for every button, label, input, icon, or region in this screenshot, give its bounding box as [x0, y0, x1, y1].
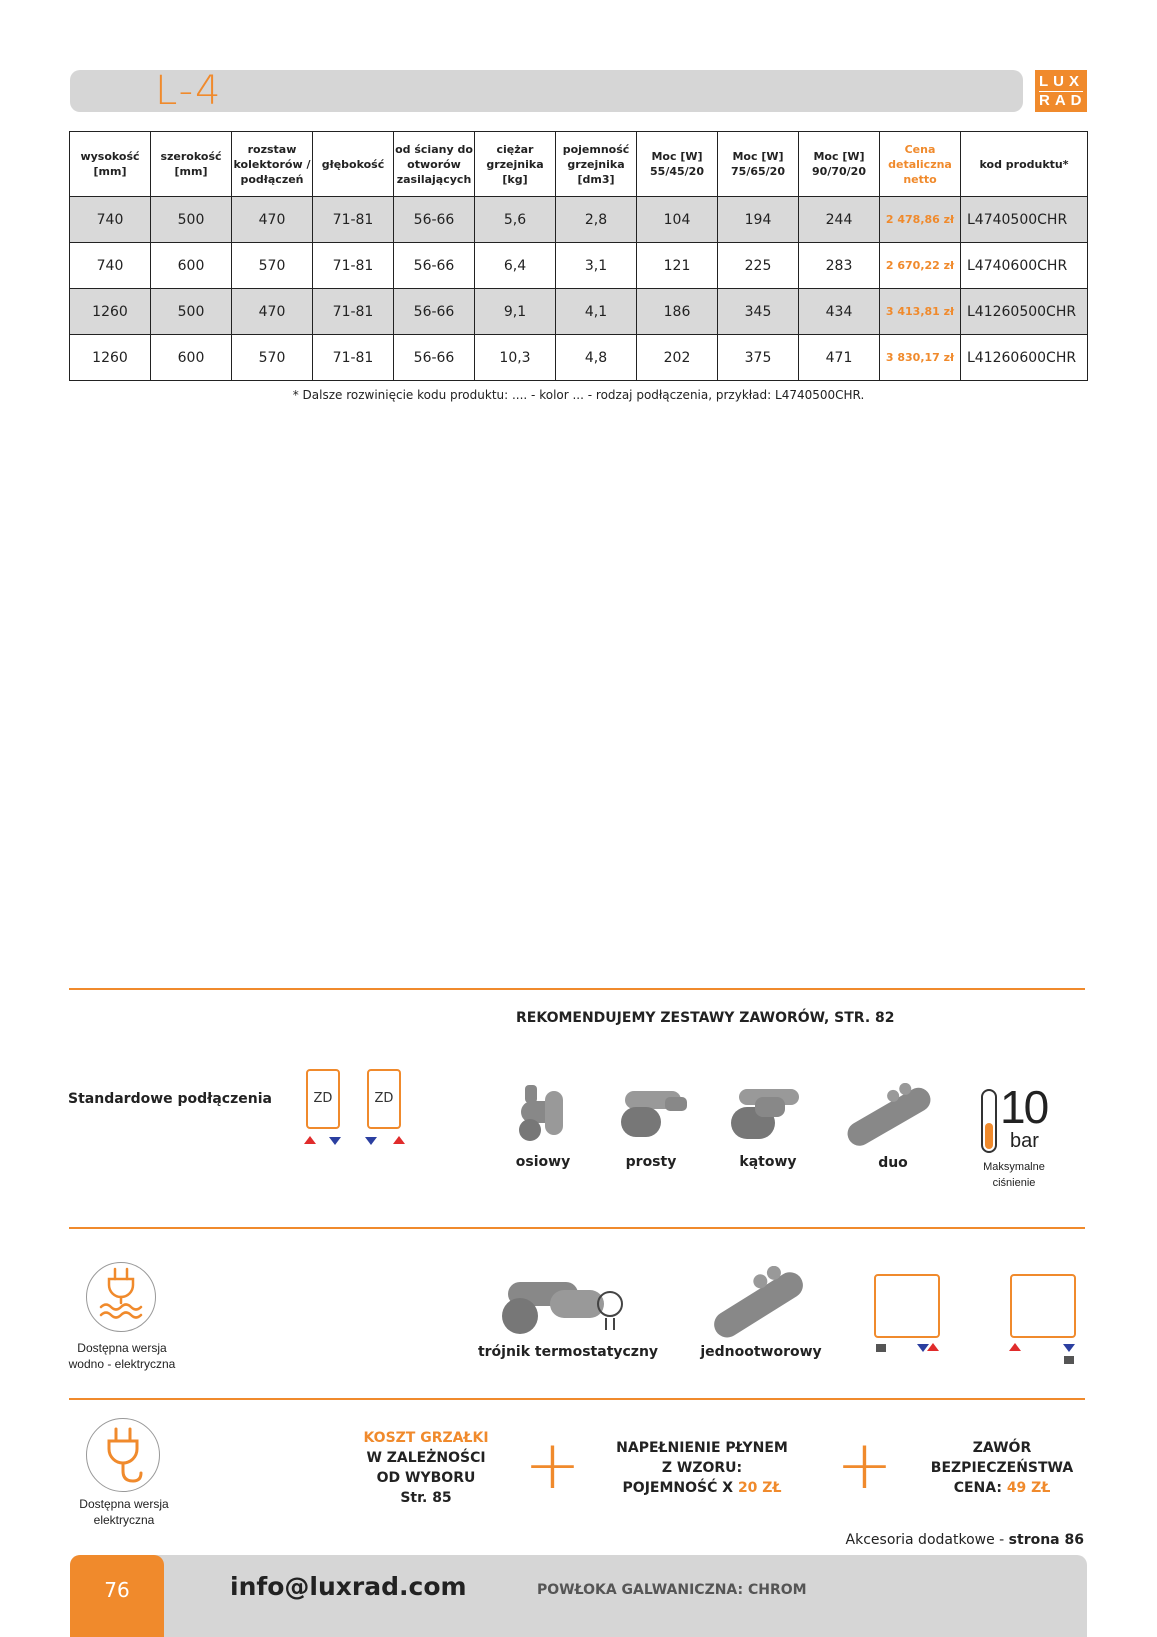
product-code-cell: L4740500CHR [961, 197, 1088, 243]
spec-table [69, 131, 1088, 381]
divider [69, 1398, 1085, 1400]
col-header: Moc [W] 55/45/20 [637, 132, 718, 197]
safety-valve-text: ZAWÓR BEZPIECZEŃSTWA CENA: 49 ZŁ [930, 1440, 1074, 1496]
page-title: L-4 [155, 68, 223, 114]
contact-email[interactable]: info@luxrad.com [230, 1572, 467, 1601]
fluid-fill-text: NAPEŁNIENIE PŁYNEM Z WZORU: POJEMNOŚĆ X 20 ZŁ [616, 1440, 788, 1496]
divider [69, 1227, 1085, 1229]
table-cell: 71-81 [313, 197, 394, 243]
table-cell: 471 [799, 335, 880, 381]
table-cell: 1260 [70, 289, 151, 335]
plug-icon [87, 1419, 161, 1493]
electric-caption: Dostępna wersja elektryczna [79, 1497, 169, 1527]
table-header-row [70, 132, 1088, 197]
table-cell: 600 [151, 335, 232, 381]
price-cell: 2 478,86 zł [880, 197, 961, 243]
table-cell: 5,6 [475, 197, 556, 243]
col-header-price: Cena detaliczna netto [880, 132, 961, 197]
electric-badge [86, 1418, 160, 1492]
standard-connections-label: Standardowe podłączenia [68, 1091, 272, 1107]
table-cell: 740 [70, 243, 151, 289]
table-cell: 375 [718, 335, 799, 381]
col-header: głębokość [313, 132, 394, 197]
price-cell: 3 830,17 zł [880, 335, 961, 381]
table-cell: 1260 [70, 335, 151, 381]
table-cell: 225 [718, 243, 799, 289]
product-code-cell: L41260600CHR [961, 335, 1088, 381]
table-cell: 2,8 [556, 197, 637, 243]
table-cell: 3,1 [556, 243, 637, 289]
connection-diagram-2: ZD [367, 1069, 401, 1129]
recommend-heading: REKOMENDUJEMY ZESTAWY ZAWORÓW, STR. 82 [516, 1010, 895, 1026]
product-code-cell: L41260500CHR [961, 289, 1088, 335]
table-cell: 202 [637, 335, 718, 381]
table-cell: 56-66 [394, 243, 475, 289]
thermostatic-tee-icon [500, 1268, 630, 1340]
col-header: Moc [W] 75/65/20 [718, 132, 799, 197]
return-blue-marker [365, 1137, 377, 1145]
table-cell: 600 [151, 243, 232, 289]
product-code-cell: L4740600CHR [961, 243, 1088, 289]
col-header: rozstaw kolektorów / podłączeń [232, 132, 313, 197]
supply-red-marker [1009, 1343, 1021, 1351]
table-cell: 4,8 [556, 335, 637, 381]
pressure-gauge-fill [985, 1123, 993, 1149]
return-blue-marker [1063, 1344, 1075, 1352]
heater-element-icon [1064, 1356, 1074, 1364]
table-cell: 6,4 [475, 243, 556, 289]
heater-element-icon [876, 1344, 886, 1352]
table-cell: 4,1 [556, 289, 637, 335]
heater-cost-text: KOSZT GRZAŁKI W ZALEŻNOŚCI OD WYBORU Str. 85 [363, 1430, 489, 1506]
col-header: kod produktu* [961, 132, 1088, 197]
table-cell: 71-81 [313, 289, 394, 335]
valve-label-straight: prosty [625, 1154, 677, 1170]
table-cell: 500 [151, 197, 232, 243]
table-row [70, 243, 1088, 289]
return-blue-marker [329, 1137, 341, 1145]
pressure-gauge-icon [981, 1089, 997, 1153]
col-header: Moc [W] 90/70/20 [799, 132, 880, 197]
table-cell: 244 [799, 197, 880, 243]
pressure-caption: Maksymalne ciśnienie [983, 1161, 1045, 1189]
supply-red-marker [393, 1136, 405, 1144]
thermostatic-tee-label: trójnik termostatyczny [477, 1344, 659, 1360]
table-cell: 186 [637, 289, 718, 335]
col-header: szerokość [mm] [151, 132, 232, 197]
connection-diagram-1: ZD [306, 1069, 340, 1129]
luxrad-logo: LUX RAD [1035, 70, 1087, 112]
table-row [70, 335, 1088, 381]
table-footnote: * Dalsze rozwinięcie kodu produktu: .... - kolor ... - rodzaj podłączenia, przykład: L4740500CHR. [292, 388, 865, 402]
divider [69, 988, 1085, 990]
table-row [70, 289, 1088, 335]
plug-water-icon [87, 1263, 157, 1333]
valve-angle-icon [725, 1085, 805, 1145]
valve-label-axial: osiowy [515, 1154, 571, 1170]
table-cell: 71-81 [313, 335, 394, 381]
table-cell: 56-66 [394, 289, 475, 335]
single-hole-valve-label: jednootworowy [700, 1344, 822, 1360]
valve-axial-icon [515, 1083, 575, 1143]
valve-label-angle: kątowy [739, 1154, 797, 1170]
accessories-note: Akcesoria dodatkowe - strona 86 [845, 1532, 1084, 1548]
water-electric-caption: Dostępna wersja wodno - elektryczna [68, 1341, 176, 1371]
col-header: wysokość [mm] [70, 132, 151, 197]
table-cell: 470 [232, 197, 313, 243]
price-cell: 3 413,81 zł [880, 289, 961, 335]
table-cell: 345 [718, 289, 799, 335]
single-hole-valve-icon [706, 1266, 810, 1340]
table-cell: 740 [70, 197, 151, 243]
table-cell: 470 [232, 289, 313, 335]
table-cell: 9,1 [475, 289, 556, 335]
water-electric-badge [86, 1262, 156, 1332]
table-cell: 194 [718, 197, 799, 243]
table-cell: 10,3 [475, 335, 556, 381]
page-number: 76 [104, 1578, 130, 1602]
valve-label-duo: duo [878, 1155, 908, 1171]
table-cell: 500 [151, 289, 232, 335]
supply-red-marker [304, 1136, 316, 1144]
table-cell: 104 [637, 197, 718, 243]
table-cell: 570 [232, 335, 313, 381]
table-cell: 121 [637, 243, 718, 289]
heater-diagram-right [1010, 1274, 1076, 1338]
col-header: ciężar grzejnika [kg] [475, 132, 556, 197]
valve-straight-icon [617, 1083, 689, 1143]
pressure-value: 10 [1000, 1081, 1048, 1133]
table-cell: 283 [799, 243, 880, 289]
pressure-unit: bar [1010, 1130, 1039, 1152]
plus-sign: + [524, 1426, 581, 1505]
col-header: od ściany do otworów zasilających [394, 132, 475, 197]
col-header: pojemność grzejnika [dm3] [556, 132, 637, 197]
table-cell: 56-66 [394, 197, 475, 243]
table-cell: 56-66 [394, 335, 475, 381]
coating-label: POWŁOKA GALWANICZNA: CHROM [537, 1582, 807, 1598]
valve-duo-icon [838, 1083, 938, 1147]
table-cell: 570 [232, 243, 313, 289]
supply-red-marker [927, 1343, 939, 1351]
plus-sign: + [836, 1426, 893, 1505]
heater-diagram-left [874, 1274, 940, 1338]
table-cell: 71-81 [313, 243, 394, 289]
price-cell: 2 670,22 zł [880, 243, 961, 289]
table-row [70, 197, 1088, 243]
table-cell: 434 [799, 289, 880, 335]
